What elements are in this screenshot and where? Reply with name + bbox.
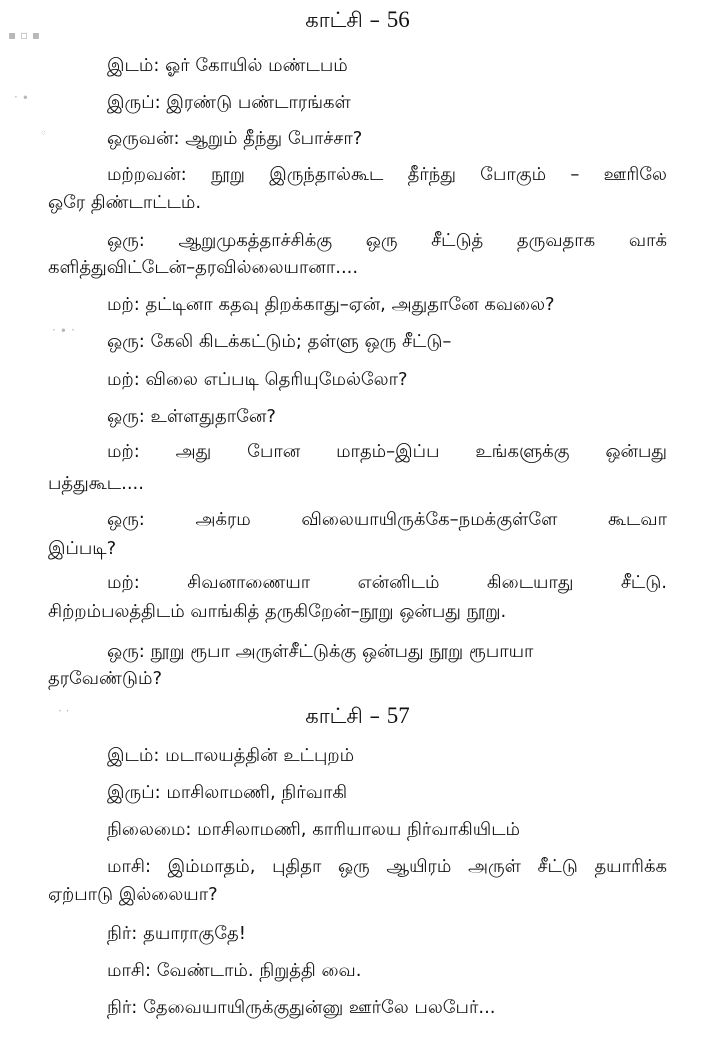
scene-57-line: நிர்: தேவையாயிருக்குதுன்னு ஊர்லே பலபேர்... (107, 997, 496, 1018)
scan-artifact: · · (58, 704, 70, 718)
scene-56-heading (0, 6, 715, 34)
scene-56-line: பத்துகூட.... (48, 473, 144, 494)
scene-57-heading-number: 57 (386, 703, 410, 728)
scene-56-line: மற்: தட்டினா கதவு திறக்காது–ஏன், அதுதானே கவலை? (107, 294, 555, 315)
scene-56-line: ஒரு: நூறு ரூபா அருள்சீட்டுக்கு ஒன்பது நூறு ரூபாயா (107, 641, 534, 662)
scene-56-line: மற்: சிவனாணையா என்னிடம் கிடையாது சீட்டு. (107, 572, 667, 593)
scene-56-line: மற்: அது போன மாதம்–இப்ப உங்களுக்கு ஒன்பது (107, 441, 667, 462)
scene-56-heading-word: காட்சி (305, 8, 363, 32)
scene-56-line: ஒரு: கேலி கிடக்கட்டும்; தள்ளு ஒரு சீட்டு– (107, 331, 452, 352)
scene-56-line: ஒரு: உள்ளதுதானே? (107, 406, 276, 427)
scene-57-heading-word: காட்சி (305, 704, 363, 728)
scene-57-line: இடம்: மடாலயத்தின் உட்புறம் (107, 745, 355, 766)
scene-57-line: மாசி: இம்மாதம், புதிதா ஒரு ஆயிரம் அருள் சீட்டு தயாரிக்க (107, 856, 667, 877)
scan-artifact: ◦ (40, 126, 48, 140)
scene-56-line: மற்: விலை எப்படி தெரியுமேல்லோ? (107, 369, 408, 390)
scene-56-line: இருப்: இரண்டு பண்டாரங்கள் (107, 92, 351, 113)
scan-artifact: · ∙ (14, 90, 30, 104)
scene-56-line: இடம்: ஓர் கோயில் மண்டபம் (107, 55, 348, 76)
scene-56-line: மற்றவன்: நூறு இருந்தால்கூட தீர்ந்து போகும் – ஊரிலே (107, 164, 667, 185)
scene-57-line: மாசி: வேண்டாம். நிறுத்தி வை. (107, 960, 362, 981)
scene-56-heading-number: 56 (386, 7, 410, 32)
scene-56-heading-dash: – (369, 8, 381, 32)
scene-56-line: இப்படி? (48, 538, 117, 559)
scene-57-line: ஏற்பாடு இல்லையா? (48, 884, 218, 905)
scene-56-line: ஒரு: அக்ரம விலையாயிருக்கே–நமக்குள்ளே கூடவா (107, 509, 667, 530)
scene-57-heading (0, 702, 715, 730)
scene-57-line: நிலைமை: மாசிலாமணி, காரியாலய நிர்வாகியிடம் (107, 819, 520, 840)
scan-artifact: ▪ ▫ ▪ (8, 28, 41, 42)
scene-57-heading-dash: – (369, 704, 381, 728)
scene-56-line: தரவேண்டும்? (48, 668, 163, 689)
scene-56-line: களித்துவிட்டேன்–தரவில்லையானா.... (48, 257, 359, 278)
scene-56-line: ஒரு: ஆறுமுகத்தாச்சிக்கு ஒரு சீட்டுத் தருவதாக வாக் (107, 230, 667, 251)
scene-57-line: நிர்: தயாராகுதே! (107, 923, 246, 944)
scan-artifact: · ∙ · (52, 323, 75, 337)
scene-56-line: சிற்றம்பலத்திடம் வாங்கித் தருகிறேன்–நூறு ஒன்பது நூறு. (48, 601, 507, 622)
scene-57-line: இருப்: மாசிலாமணி, நிர்வாகி (107, 782, 348, 803)
scene-56-line: ஒருவன்: ஆறும் தீந்து போச்சா? (107, 128, 363, 149)
scene-56-line: ஒரே திண்டாட்டம். (48, 192, 202, 213)
